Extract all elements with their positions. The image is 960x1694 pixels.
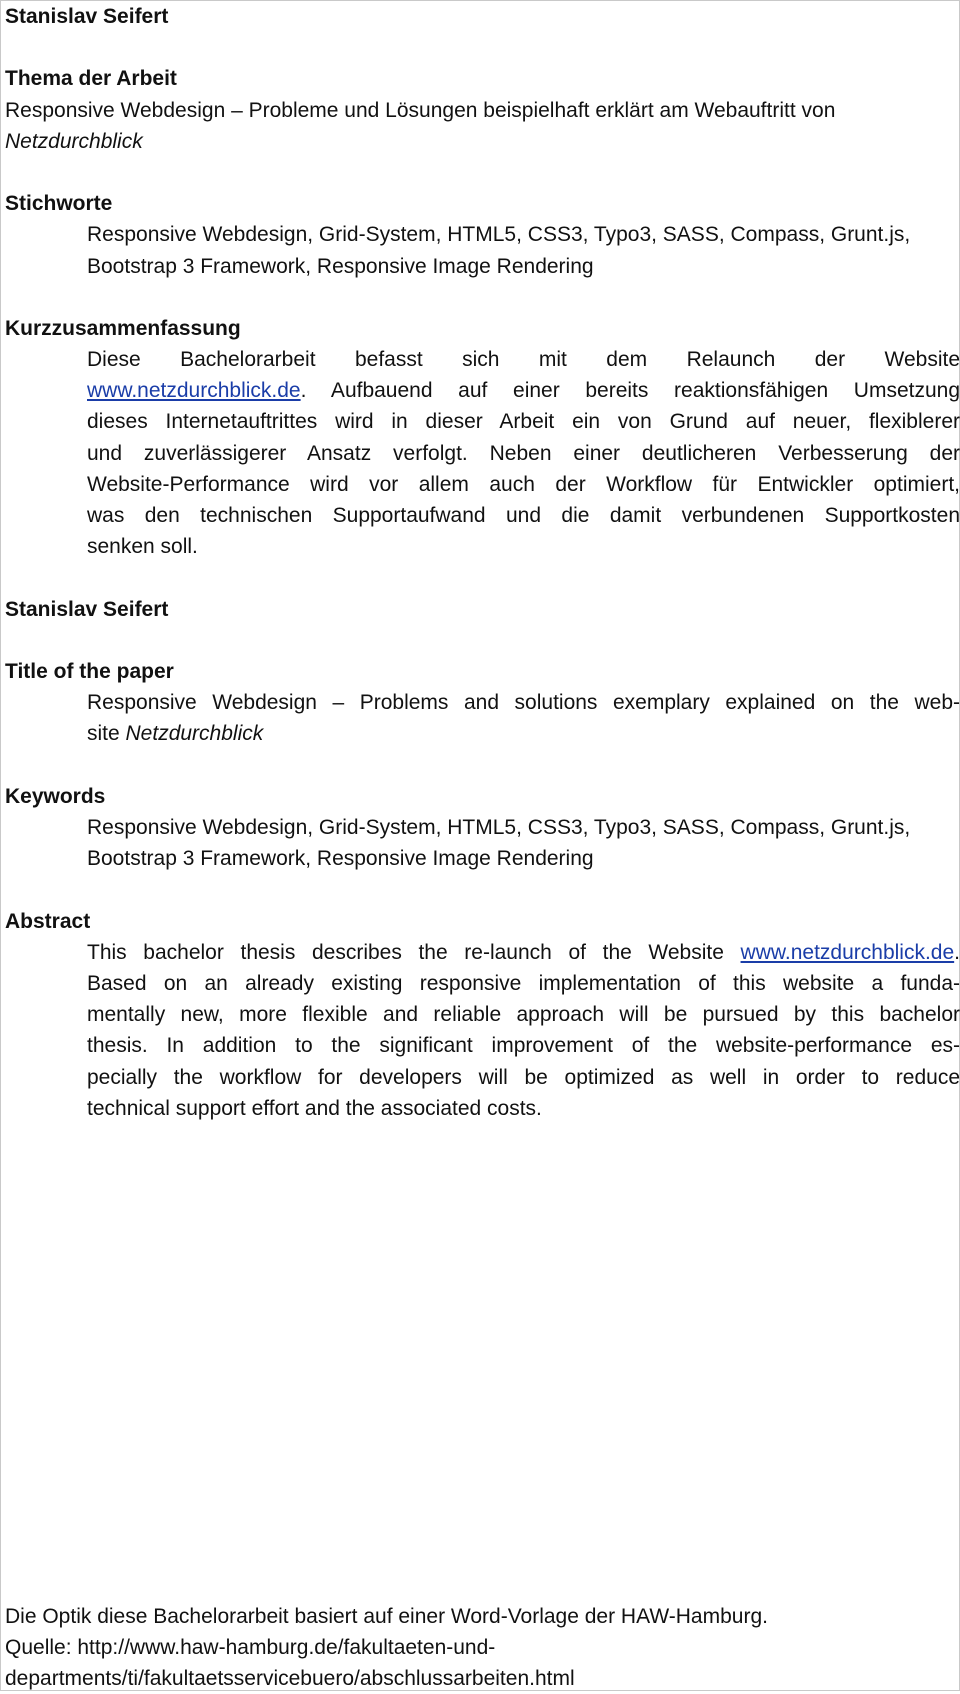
paper-title-en-prefix: site: [87, 722, 126, 746]
spacer: [5, 625, 957, 656]
spacer: [5, 562, 957, 593]
abstract-en-line: pecially the workflow for developers will be optimized as well in order to reduce: [87, 1065, 960, 1089]
paper-title-en-line: Responsive Webdesign – Problems and solutions exemplary explained on the web-: [87, 691, 960, 715]
abstract-en-line: mentally new, more flexible and reliable approach will be pursued by this bachelor: [87, 1003, 960, 1027]
abstract-en-line: technical support effort and the associated costs.: [87, 1096, 542, 1120]
footer-source-line: departments/ti/fakultaetsservicebuero/abschlussarbeiten.html: [5, 1667, 575, 1690]
paper-title-en-line: [87, 718, 960, 749]
summary-de-line: was den technischen Supportaufwand und die damit verbundenen Supportkosten: [87, 504, 960, 528]
abstract-en-paragraph: [5, 937, 960, 1124]
document-content: [5, 1, 960, 1124]
author-name-de: Stanislav Seifert: [5, 5, 169, 28]
thesis-title-heading-de: Thema der Arbeit: [5, 67, 177, 91]
spacer: [5, 157, 957, 188]
abstract-en-text: .: [954, 940, 960, 964]
summary-de-line: [87, 375, 960, 406]
summary-de-line: Diese Bachelorarbeit befasst sich mit dem Relaunch der Website: [87, 348, 960, 372]
thesis-title-de-italic: Netzdurchblick: [5, 129, 143, 153]
spacer: [5, 750, 957, 781]
netzdurchblick-link[interactable]: www.netzdurchblick.de: [740, 940, 955, 964]
thesis-title-de-line: Responsive Webdesign – Probleme und Lösungen beispielhaft erklärt am Webauftritt von: [5, 98, 836, 122]
spacer: [5, 282, 957, 313]
keywords-de-line: Responsive Webdesign, Grid-System, HTML5, CSS3, Typo3, SASS, Compass, Grunt.js,: [87, 223, 911, 247]
paper-title-heading-en: Title of the paper: [5, 660, 174, 684]
summary-de-paragraph: [5, 344, 960, 562]
abstract-en-line: Based on an already existing responsive implementation of this website a funda-: [87, 971, 960, 995]
abstract-en-line: [87, 937, 960, 968]
footer-note: [5, 1601, 945, 1694]
summary-de-line: dieses Internetauftrittes wird in dieser Arbeit ein von Grund auf neuer, flexiblerer: [87, 410, 960, 434]
abstract-en-line: thesis. In addition to the significant improvement of the website-performance es-: [87, 1034, 960, 1058]
paper-title-en-paragraph: [5, 687, 960, 749]
netzdurchblick-link[interactable]: www.netzdurchblick.de: [87, 379, 301, 403]
footer-source-line: Quelle: http://www.haw-hamburg.de/fakultaeten-und-: [5, 1636, 496, 1659]
abstract-en-text: This bachelor thesis describes the re-launch of the Website: [87, 940, 741, 964]
keywords-heading-en: Keywords: [5, 784, 106, 808]
keywords-en-line: Bootstrap 3 Framework, Responsive Image Rendering: [87, 847, 594, 871]
summary-de-line: senken soll.: [87, 535, 198, 559]
footer-line: Die Optik diese Bachelorarbeit basiert auf einer Word-Vorlage der HAW-Hamburg.: [5, 1605, 768, 1628]
spacer: [5, 874, 957, 905]
keywords-heading-de: Stichworte: [5, 192, 113, 216]
summary-de-line: und zuverlässigerer Ansatz verfolgt. Neben einer deutlicheren Verbesserung der: [87, 441, 960, 465]
summary-de-text: . Aufbauend auf einer bereits reaktionsfähigen Umsetzung: [300, 379, 960, 403]
summary-heading-de: Kurzzusammenfassung: [5, 316, 241, 340]
abstract-heading-en: Abstract: [5, 909, 91, 933]
keywords-de-line: Bootstrap 3 Framework, Responsive Image Rendering: [87, 254, 594, 278]
paper-title-en-italic: Netzdurchblick: [125, 722, 264, 746]
summary-de-line: Website-Performance wird vor allem auch der Workflow für Entwickler optimiert,: [87, 472, 960, 496]
spacer: [5, 32, 957, 63]
keywords-en-line: Responsive Webdesign, Grid-System, HTML5, CSS3, Typo3, SASS, Compass, Grunt.js,: [87, 816, 911, 840]
author-name-en: Stanislav Seifert: [5, 597, 169, 621]
